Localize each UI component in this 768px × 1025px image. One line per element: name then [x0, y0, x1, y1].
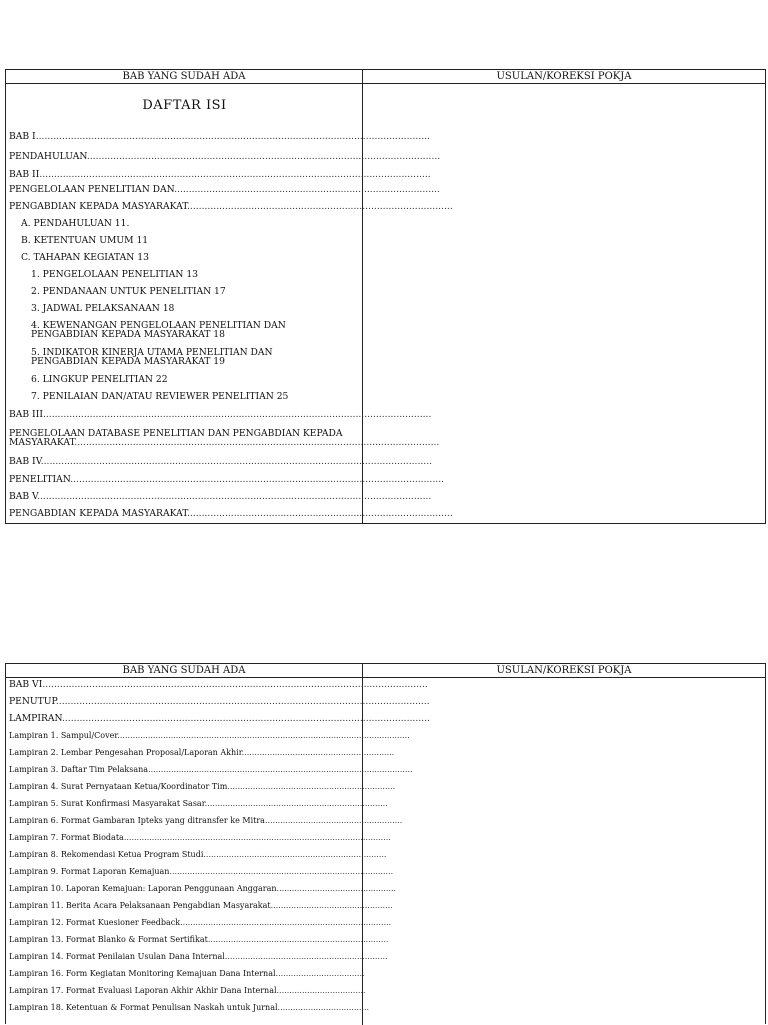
- toc-entry-text: Lampiran 12. Format Kuesioner Feedback: [9, 918, 181, 927]
- toc-entry: [31, 374, 168, 385]
- toc-entry-text: 3. JADWAL PELAKSANAAN 18: [31, 303, 175, 314]
- toc-entry-text: BAB IV: [9, 456, 41, 467]
- toc-entry: [9, 747, 395, 758]
- toc-entry-text: PENGELOLAAN DATABASE PENELITIAN DAN PENGABDIAN KEPADA: [9, 428, 343, 439]
- toc-dot-leader: ...........................................................................................: [186, 508, 453, 519]
- toc-entry-text: 6. LINGKUP PENELITIAN 22: [31, 374, 168, 385]
- toc-entry: [21, 218, 129, 229]
- toc-entry: [9, 951, 388, 962]
- toc-entry: [21, 252, 149, 263]
- toc-entry-text: Lampiran 6. Format Gambaran Ipteks yang ditransfer ke Mitra: [9, 816, 265, 825]
- toc-entry-text: PENGABDIAN KEPADA MASYARAKAT: [9, 508, 187, 519]
- toc-entry-text: BAB III: [9, 409, 43, 420]
- toc-entry: [9, 883, 397, 894]
- column-header-existing: BAB YANG SUDAH ADA: [6, 664, 363, 677]
- toc-entry: [9, 679, 428, 690]
- toc-entry-text: Lampiran 8. Rekomendasi Ketua Program Studi: [9, 850, 204, 859]
- toc-entry: [9, 201, 453, 212]
- toc-table-1: [5, 69, 766, 524]
- toc-dot-leader: .............................................................................................................................: [74, 437, 440, 448]
- toc-dot-leader: .......................................................................................................................................: [35, 131, 430, 142]
- toc-entry: [9, 474, 445, 485]
- toc-entry: [9, 131, 430, 142]
- toc-entry-text: 1. PENGELOLAAN PENELITIAN 13: [31, 269, 199, 280]
- toc-entry: [9, 184, 440, 195]
- toc-dot-leader: ...........................................................................................: [174, 184, 440, 195]
- toc-entry-text: PENGABDIAN KEPADA MASYARAKAT: [9, 201, 187, 212]
- toc-entry-text: 7. PENILAIAN DAN/ATAU REVIEWER PENELITIAN 25: [31, 391, 289, 402]
- toc-entry-text: PENGABDIAN KEPADA MASYARAKAT 19: [31, 356, 225, 367]
- toc-entry-text: C. TAHAPAN KEGIATAN 13: [21, 252, 149, 263]
- toc-entry: [9, 815, 403, 826]
- toc-entry: [9, 1002, 369, 1013]
- toc-entry-text: B. KETENTUAN UMUM 11: [21, 235, 149, 246]
- toc-entry-text: Lampiran 4. Surat Pernyataan Ketua/Koordinator Tim: [9, 782, 228, 791]
- toc-dot-leader: .......................................................................: [207, 935, 389, 944]
- toc-entry: [9, 713, 430, 724]
- toc-dot-leader: ................................................................................................................................: [55, 696, 430, 707]
- toc-entry-text: Lampiran 14. Format Penilaian Usulan Dana Internal: [9, 952, 225, 961]
- toc-entry: [31, 303, 174, 314]
- toc-entry: [9, 781, 396, 792]
- toc-entry-text: Lampiran 18. Ketentuan & Format Penulisan Naskah untuk Jurnal: [9, 1003, 278, 1012]
- toc-entry: [21, 235, 148, 246]
- toc-entry: [9, 832, 391, 843]
- toc-dot-leader: ............................................................: [241, 748, 395, 757]
- toc-dot-leader: ...............................................: [276, 884, 397, 893]
- toc-entry-text: Lampiran 3. Daftar Tim Pelaksana: [9, 765, 149, 774]
- toc-dot-leader: ..............................................................................................................................: [61, 713, 430, 724]
- toc-title: DAFTAR ISI: [142, 98, 227, 113]
- toc-entry-text: BAB I: [9, 131, 36, 142]
- toc-entry-text: MASYARAKAT: [9, 437, 75, 448]
- toc-dot-leader: ....................................: [277, 1003, 370, 1012]
- toc-dot-leader: .....................................................................................................................................: [42, 409, 432, 420]
- toc-entry-text: Lampiran 16. Form Kegiatan Monitoring Kemajuan Dana Internal: [9, 969, 276, 978]
- toc-entry: [31, 269, 198, 280]
- toc-dot-leader: ........................................................................................: [169, 867, 394, 876]
- toc-entry-text: 4. KEWENANGAN PENGELOLAAN PENELITIAN DAN: [31, 320, 286, 331]
- column-header-existing: BAB YANG SUDAH ADA: [6, 70, 363, 83]
- toc-entry: [9, 934, 389, 945]
- toc-entry: [31, 391, 288, 402]
- toc-entry: [9, 764, 413, 775]
- toc-entry-text: BAB V: [9, 491, 38, 502]
- toc-dot-leader: ......................................................: [264, 816, 403, 825]
- toc-dot-leader: .........................................................................................................: [123, 833, 391, 842]
- toc-entry-text: Lampiran 11. Berita Acara Pelaksanaan Pengabdian Masyarakat: [9, 901, 271, 910]
- toc-entry: [9, 508, 453, 519]
- toc-entry-text: PENGELOLAAN PENELITIAN DAN: [9, 184, 175, 195]
- toc-entry: [9, 151, 441, 162]
- toc-dot-leader: ......................................................................................................................................: [39, 169, 431, 180]
- toc-entry: [9, 900, 393, 911]
- toc-dot-leader: ...................................................................................: [180, 918, 392, 927]
- toc-entry-text: PENGABDIAN KEPADA MASYARAKAT 18: [31, 329, 225, 340]
- toc-dot-leader: ........................................................................: [204, 799, 388, 808]
- toc-dot-leader: ...................................................................................................................: [117, 731, 410, 740]
- toc-entry-text: Lampiran 10. Laporan Kemajuan: Laporan Penggunaan Anggaran: [9, 884, 277, 893]
- toc-entry-text: PENUTUP: [9, 696, 56, 707]
- table-header: [6, 664, 765, 678]
- toc-entry-text: 2. PENDANAAN UNTUK PENELITIAN 17: [31, 286, 226, 297]
- toc-entry: [9, 696, 430, 707]
- toc-dot-leader: ...................................: [275, 969, 365, 978]
- toc-dot-leader: ........................................................................................................: [148, 765, 413, 774]
- column-header-correction: USULAN/KOREKSI POKJA: [496, 71, 632, 82]
- toc-dot-leader: ................................................................................................................................: [70, 474, 445, 485]
- existing-chapter-column: [6, 678, 430, 1025]
- toc-entry-text: Lampiran 5. Surat Konfirmasi Masyarakat Sasar: [9, 799, 205, 808]
- toc-dot-leader: ...................................: [276, 986, 366, 995]
- toc-entry: [9, 866, 394, 877]
- toc-dot-leader: .........................................................................................................................: [86, 151, 441, 162]
- toc-entry-text: BAB II: [9, 169, 40, 180]
- toc-dot-leader: .......................................................................................................................................: [37, 491, 432, 502]
- toc-entry-text: 5. INDIKATOR KINERJA UTAMA PENELITIAN DAN: [31, 347, 273, 358]
- toc-dot-leader: ................................................: [270, 901, 393, 910]
- toc-entry-text: BAB VI: [9, 679, 43, 690]
- toc-dot-leader: ................................................................: [224, 952, 388, 961]
- toc-entry-text: Lampiran 9. Format Laporan Kemajuan: [9, 867, 170, 876]
- toc-entry-text: LAMPIRAN: [9, 713, 62, 724]
- toc-dot-leader: ....................................................................................................................................: [42, 679, 428, 690]
- toc-entry: [31, 286, 226, 297]
- toc-entry-text: PENDAHULUAN: [9, 151, 87, 162]
- toc-entry-text: Lampiran 13. Format Blanko & Format Sertifikat: [9, 935, 208, 944]
- toc-entry-text: PENELITIAN: [9, 474, 71, 485]
- toc-entry: [9, 730, 410, 741]
- toc-entry: [9, 491, 432, 502]
- toc-entry-text: A. PENDAHULUAN 11.: [21, 218, 130, 229]
- existing-chapter-column: [6, 84, 453, 523]
- toc-entry: [31, 356, 225, 367]
- toc-entry: [9, 968, 365, 979]
- toc-dot-leader: ........................................................................: [203, 850, 387, 859]
- table-header: [6, 70, 765, 84]
- toc-entry: [9, 917, 392, 928]
- toc-entry: [9, 409, 432, 420]
- correction-column: [363, 678, 765, 1025]
- toc-entry-text: Lampiran 1. Sampul/Cover: [9, 731, 118, 740]
- column-header-correction: USULAN/KOREKSI POKJA: [496, 665, 632, 676]
- toc-dot-leader: ...........................................................................................: [186, 201, 453, 212]
- toc-entry: [9, 169, 431, 180]
- toc-entry: [31, 329, 225, 340]
- toc-table-2: [5, 663, 766, 1024]
- toc-entry: [9, 798, 388, 809]
- toc-entry-text: Lampiran 17. Format Evaluasi Laporan Akhir Akhir Dana Internal: [9, 986, 277, 995]
- toc-entry: [9, 437, 440, 448]
- toc-dot-leader: ......................................................................................................................................: [40, 456, 433, 467]
- toc-dot-leader: ..................................................................: [227, 782, 396, 791]
- toc-entry: [9, 985, 366, 996]
- toc-entry: [9, 456, 433, 467]
- toc-entry: [9, 849, 387, 860]
- toc-entry-text: Lampiran 7. Format Biodata: [9, 833, 124, 842]
- toc-entry-text: Lampiran 2. Lembar Pengesahan Proposal/Laporan Akhir: [9, 748, 242, 757]
